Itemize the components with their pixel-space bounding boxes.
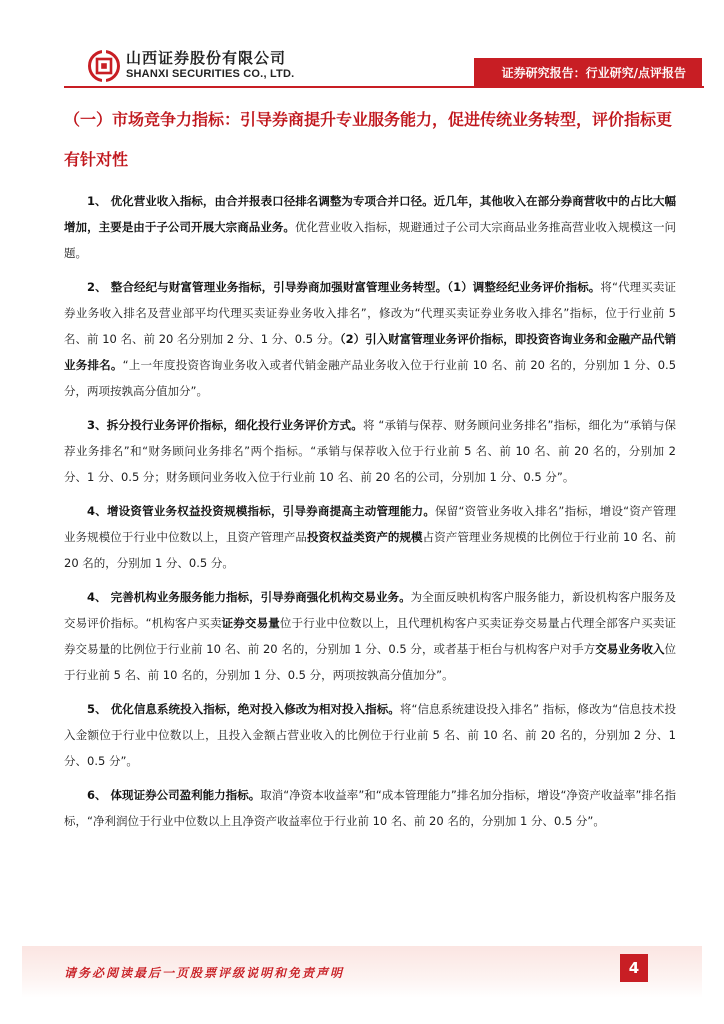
page-header	[0, 0, 724, 92]
paragraph-item	[64, 782, 676, 834]
paragraph-bold-text: 4、 完善机构业务服务能力指标，引导券商强化机构交易业务。	[87, 590, 411, 604]
paragraph-text: 为全面反映机构客户服务能力，新设机构客户服务及交易评价指标。“机构客户买卖	[64, 590, 676, 630]
section-title: （一）市场竞争力指标：引导券商提升专业服务能力，促进传统业务转型，评价指标更有针对性	[64, 110, 673, 169]
paragraph-item	[64, 412, 676, 490]
page-number: 4	[620, 954, 648, 982]
page-footer	[0, 946, 724, 1000]
paragraph-item	[64, 584, 676, 688]
paragraph-bold-text: 1、 优化营业收入指标，由合并报表口径排名调整为专项合并口径。近几年，其他收入在部分券商营收中的占比大幅增加，主要是由于子公司开展大宗商品业务。	[64, 194, 676, 234]
paragraph-item	[64, 188, 676, 266]
company-name	[126, 50, 294, 80]
paragraph-item	[64, 274, 676, 404]
paragraph-list	[64, 188, 676, 834]
paragraph-bold-text: 交易业务收入	[595, 642, 665, 656]
disclaimer-notice: 请务必阅读最后一页股票评级说明和免责声明	[64, 966, 345, 980]
paragraph-bold-text: 4、增设资管业务权益投资规模指标，引导券商提高主动管理能力。	[87, 504, 436, 518]
paragraph-text: 将“信息系统建设投入排名” 指标，修改为“信息技术投入金额位于行业中位数以上，且投入金额占营业收入的比例位于行业前 5 名、前 10 名、前 20 名的，分别加 2 分、1 分、0.5 分”。	[64, 702, 676, 768]
paragraph-bold-text: 5、 优化信息系统投入指标，绝对投入修改为相对投入指标。	[87, 702, 400, 716]
company-name-en: SHANXI SECURITIES CO., LTD.	[126, 68, 295, 80]
paragraph-bold-text: 6、 体现证券公司盈利能力指标。	[87, 788, 261, 802]
paragraph-text: 位于行业前 5 名、前 10 名的，分别加 1 分、0.5 分，两项按孰高分值加分”。	[64, 642, 676, 682]
report-body	[64, 100, 676, 834]
report-type-tag: 证券研究报告：行业研究/点评报告	[474, 58, 702, 88]
paragraph-item	[64, 498, 676, 576]
paragraph-item	[64, 696, 676, 774]
paragraph-text: 将 “承销与保荐、财务顾问业务排名”指标，细化为“承销与保荐业务排名”和“财务顾问业务排名”两个指标。“承销与保荐收入位于行业前 5 名、前 10 名、前 20 名的，分别加 2 分、1 分、0.5 分；财务顾问业务收入位于行业前 10 名、前 20 名的公司，分别加 1 分、0.5 分”。	[64, 418, 677, 484]
paragraph-bold-text: 3、拆分投行业务评价指标，细化投行业务评价方式。	[87, 418, 363, 432]
paragraph-bold-text: 2、 整合经纪与财富管理业务指标，引导券商加强财富管理业务转型。（1）调整经纪业务评价指标。	[87, 280, 601, 294]
paragraph-text: “上一年度投资咨询业务收入或者代销金融产品业务收入位于行业前 10 名、前 20 名的，分别加 1 分、0.5 分，两项按孰高分值加分”。	[64, 358, 677, 398]
paragraph-bold-text: （2）引入财富管理业务评价指标，即投资咨询业务和金融产品代销业务排名。	[64, 332, 677, 372]
paragraph-text: 位于行业中位数以上，且代理机构客户买卖证券交易量占代理全部客户买卖证券交易量的比例位于行业前 10 名、前 20 名的，分别加 1 分、0.5 分，或者基于柜台与机构客户对手方	[64, 616, 676, 656]
paragraph-text: 保留“资管业务收入排名”指标，增设“资产管理业务规模位于行业中位数以上，且资产管理产品	[64, 504, 676, 544]
paragraph-text: 占资产管理业务规模的比例位于行业前 10 名、前 20 名的，分别加 1 分、0.5 分。	[64, 530, 676, 570]
paragraph-bold-text: 投资权益类资产的规模	[306, 530, 423, 544]
paragraph-text: 优化营业收入指标，规避通过子公司大宗商品业务推高营业收入规模这一问题。	[64, 220, 677, 260]
paragraph-bold-text: 证券交易量	[221, 616, 280, 630]
paragraph-text: 取消“净资本收益率”和“成本管理能力”排名加分指标，增设“净资产收益率”排名指标，“净利润位于行业中位数以上且净资产收益率位于行业前 10 名、前 20 名的，分别加 1 分、0.5 分”。	[64, 788, 676, 828]
paragraph-text: 将“代理买卖证券业务收入排名及营业部平均代理买卖证券业务收入排名”，修改为“代理买卖证券业务收入排名”指标，位于行业前 5 名、前 10 名、前 20 名分别加 2 分、1 分、0.5 分。	[64, 280, 676, 346]
header-divider	[64, 86, 704, 88]
shanxi-securities-logo-icon	[88, 50, 120, 82]
company-name-cn: 山西证券股份有限公司	[126, 49, 287, 67]
